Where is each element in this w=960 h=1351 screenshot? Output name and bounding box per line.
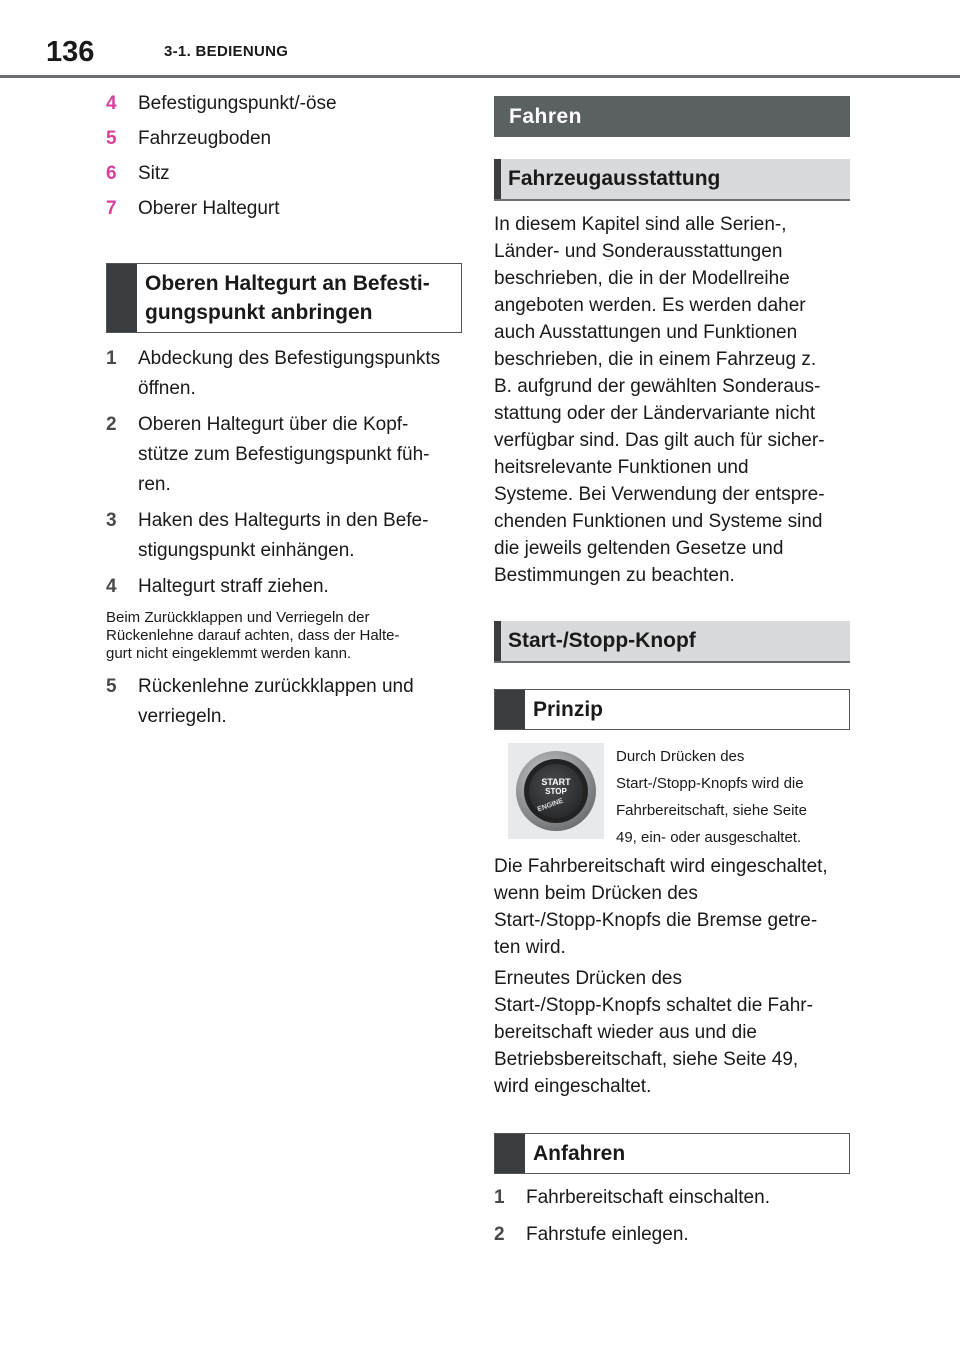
paragraph-line: angeboten werden. Es werden daher — [494, 295, 806, 316]
heading-anbringen — [106, 263, 462, 333]
heading-prinzip — [494, 689, 850, 730]
step-number: 3 — [106, 510, 117, 531]
paragraph-line: auch Ausstattungen und Funktionen — [494, 322, 798, 343]
step-item — [106, 344, 462, 404]
step-item — [106, 506, 462, 566]
step-number: 5 — [106, 676, 117, 697]
list-number: 5 — [106, 128, 117, 149]
step-line: Rückenlehne zurückklappen und — [138, 676, 414, 697]
step-line: Haltegurt straff ziehen. — [138, 576, 329, 597]
subheading-bar — [494, 159, 501, 199]
list-number: 6 — [106, 163, 117, 184]
step-line: öffnen. — [138, 378, 196, 399]
heading-bar — [107, 264, 137, 332]
paragraph-line: die jeweils geltenden Gesetze und — [494, 538, 784, 559]
intro-paragraph — [494, 211, 850, 589]
chapter-heading — [494, 96, 850, 137]
steps-list — [106, 344, 462, 602]
note-line: gurt nicht eingeklemmt werden kann. — [106, 645, 352, 662]
paragraph-line: Start-/Stopp-Knopfs die Bremse getre- — [494, 910, 818, 931]
note — [106, 609, 462, 663]
caption-line: 49, ein- oder ausgeschaltet. — [616, 829, 802, 846]
heading-line: Oberen Haltegurt an Befesti- — [145, 272, 430, 295]
heading-anfahren — [494, 1133, 850, 1174]
chapter-title: Fahren — [509, 104, 583, 128]
subheading-ausstattung — [494, 159, 850, 201]
heading-title: Anfahren — [533, 1142, 626, 1165]
step-number: 2 — [494, 1224, 505, 1245]
knob-outer — [516, 751, 596, 831]
note-line: Beim Zurückklappen und Verriegeln der — [106, 609, 370, 626]
section-title: 3-1. BEDIENUNG — [164, 43, 289, 60]
step-text: Fahrstufe einlegen. — [526, 1224, 689, 1245]
note-line: Rückenlehne darauf achten, dass der Halte- — [106, 627, 400, 644]
list-number: 4 — [106, 93, 117, 114]
anfahren-steps — [494, 1183, 850, 1250]
step-number: 2 — [106, 414, 117, 435]
paragraph-line: beschrieben, die in der Modellreihe — [494, 268, 790, 289]
paragraph-line: B. aufgrund der gewählten Sonderaus- — [494, 376, 821, 397]
heading-title: Prinzip — [533, 698, 604, 721]
step-item — [106, 672, 462, 732]
heading-bar — [495, 690, 525, 729]
step-line: Oberen Haltegurt über die Kopf- — [138, 414, 409, 435]
paragraph-line: Start-/Stopp-Knopfs schaltet die Fahr- — [494, 995, 813, 1016]
paragraph-line: beschrieben, die in einem Fahrzeug z. — [494, 349, 817, 370]
header-divider — [0, 75, 960, 78]
caption-line: Fahrbereitschaft, siehe Seite — [616, 802, 807, 819]
caption-line: Start-/Stopp-Knopfs wird die — [616, 775, 804, 792]
knob-inner — [529, 764, 583, 818]
knob-label-start: START — [541, 777, 571, 787]
paragraph-line: Bestimmungen zu beachten. — [494, 565, 735, 586]
step-line: Abdeckung des Befestigungspunkts — [138, 348, 441, 369]
paragraph-line: Systeme. Bei Verwendung der entspre- — [494, 484, 825, 505]
step-line: Haken des Haltegurts in den Befe- — [138, 510, 429, 531]
paragraph-line: wenn beim Drücken des — [494, 883, 698, 904]
page-number: 136 — [46, 36, 95, 68]
step-item — [494, 1183, 850, 1213]
knob-ring — [524, 759, 588, 823]
knob-label-engine: ENGINE — [536, 797, 565, 814]
paragraph-line: In diesem Kapitel sind alle Serien-, — [494, 214, 787, 235]
left-column — [106, 88, 462, 732]
step-number: 1 — [494, 1187, 505, 1208]
paragraph-line: Erneutes Drücken des — [494, 968, 682, 989]
step-line: ren. — [138, 474, 171, 495]
list-number: 7 — [106, 198, 117, 219]
heading-bar — [495, 1134, 525, 1173]
step-line: stütze zum Befestigungspunkt füh- — [138, 444, 430, 465]
paragraph-line: ten wird. — [494, 937, 566, 958]
paragraph-line: chenden Funktionen und Systeme sind — [494, 511, 823, 532]
heading-title — [137, 269, 430, 327]
list-text: Fahrzeugboden — [138, 128, 272, 149]
paragraph-2 — [494, 965, 850, 1100]
step-item — [106, 410, 462, 500]
step-line: stigungspunkt einhängen. — [138, 540, 355, 561]
knob-label — [529, 778, 583, 796]
step-line: verriegeln. — [138, 706, 227, 727]
list-text: Befestigungspunkt/-öse — [138, 93, 337, 114]
knob-label-stop: STOP — [545, 787, 567, 796]
paragraph-line: verfügbar sind. Das gilt auch für sicher- — [494, 430, 825, 451]
paragraph-line: Betriebsbereitschaft, siehe Seite 49, — [494, 1049, 799, 1070]
heading-line: gungspunkt anbringen — [145, 301, 373, 324]
list-text: Oberer Haltegurt — [138, 198, 280, 219]
caption-line: Durch Drücken des — [616, 748, 745, 765]
subheading-bar — [494, 621, 501, 661]
step-text: Fahrbereitschaft einschalten. — [526, 1187, 770, 1208]
list-item — [106, 194, 462, 224]
list-item — [106, 159, 462, 189]
list-text: Sitz — [138, 163, 170, 184]
start-stop-button-image — [508, 743, 604, 839]
figure-block — [494, 743, 850, 853]
paragraph-line: Die Fahrbereitschaft wird eingeschaltet, — [494, 856, 828, 877]
step-item — [106, 572, 462, 602]
step-number: 4 — [106, 576, 117, 597]
subheading-title: Fahrzeugausstattung — [508, 167, 721, 190]
paragraph-line: wird eingeschaltet. — [494, 1076, 652, 1097]
paragraph-line: Länder- und Sonderausstattungen — [494, 241, 783, 262]
step-item — [494, 1220, 850, 1250]
subheading-startstop — [494, 621, 850, 663]
legend-list — [106, 89, 462, 224]
step-number: 1 — [106, 348, 117, 369]
paragraph-line: heitsrelevante Funktionen und — [494, 457, 749, 478]
list-item — [106, 124, 462, 154]
paragraph-1 — [494, 853, 850, 961]
subheading-title: Start-/Stopp-Knopf — [508, 629, 696, 652]
list-item — [106, 89, 462, 119]
right-column — [494, 96, 850, 1250]
figure-caption — [616, 743, 852, 851]
paragraph-line: bereitschaft wieder aus und die — [494, 1022, 757, 1043]
paragraph-line: stattung oder der Ländervariante nicht — [494, 403, 816, 424]
